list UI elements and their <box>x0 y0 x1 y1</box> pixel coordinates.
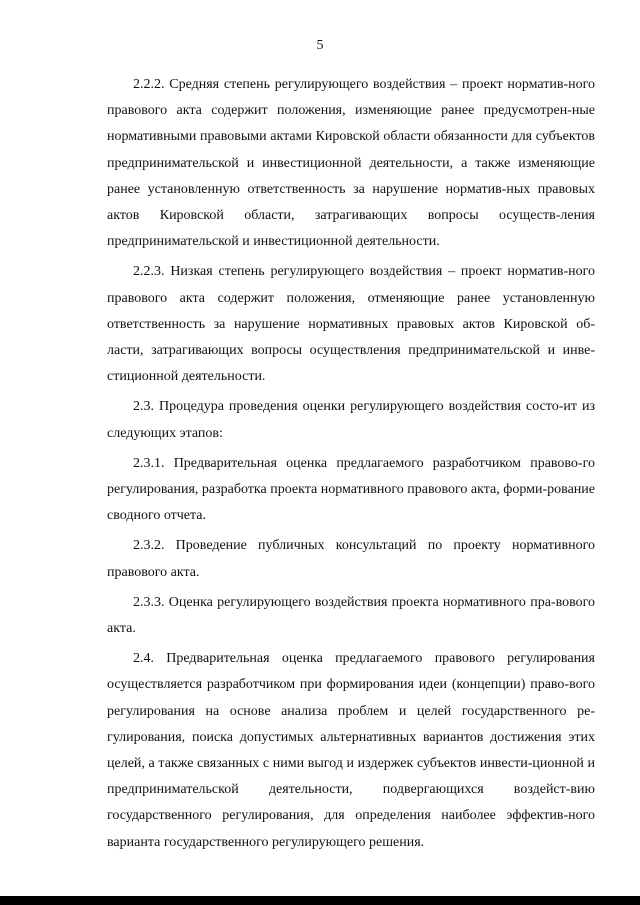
paragraph-2-3: 2.3. Процедура проведения оценки регулирующего воздействия состо-ит из следующих этапов: <box>107 399 595 441</box>
paragraph-2-2-3: 2.2.3. Низкая степень регулирующего воздействия – проект норматив-ного правового акта содержит положения, отменяющие ранее установленную ответственность за нарушение нормативных правовых актов Кировской об-ласти, затрагивающих вопросы осуществления предпринимательской и инве-стиционной деятельности. <box>107 264 595 385</box>
paragraph-2-3-1: 2.3.1. Предварительная оценка предлагаемого разработчиком правово-го регулирования, разработка проекта нормативного правового акта, форми-рование сводного отчета. <box>107 455 595 524</box>
paragraph-2-3-3: 2.3.3. Оценка регулирующего воздействия проекта нормативного пра-вового акта. <box>107 594 595 637</box>
paragraph-2-3-2: 2.3.2. Проведение публичных консультаций по проекту нормативного правового акта. <box>107 538 595 580</box>
paragraph-2-2-2: 2.2.2. Средняя степень регулирующего воздействия – проект норматив-ного правового акта содержит положения, изменяющие ранее предусмотрен-ные нормативными правовыми актами Кировской области обязанности для субъектов предпринимательской и инвестиционной деятельности, а также изменяющие ранее установленную ответственность за нарушение норматив-ных правовых актов Кировской области, затрагивающих вопросы осуществ-ления предпринимательской и инвестиционной деятельности. <box>107 77 595 250</box>
paragraph-2-4: 2.4. Предварительная оценка предлагаемого правового регулирования осуществляется разработчиком при формирования идеи (концепции) право-вого регулирования на основе анализа проблем и целей государственного ре-гулирования, поиска допустимых альтернативных вариантов достижения этих целей, а также связанных с ними выгод и издержек субъектов инвести-ционной и предпринимательской деятельности, подвергающихся воздейст-вию государственного регулирования, для определения наиболее эффектив-ного варианта государственного регулирующего решения. <box>107 651 595 850</box>
document-body <box>107 72 595 856</box>
page-number: 5 <box>316 38 324 53</box>
scan-edge-bar <box>0 896 640 905</box>
